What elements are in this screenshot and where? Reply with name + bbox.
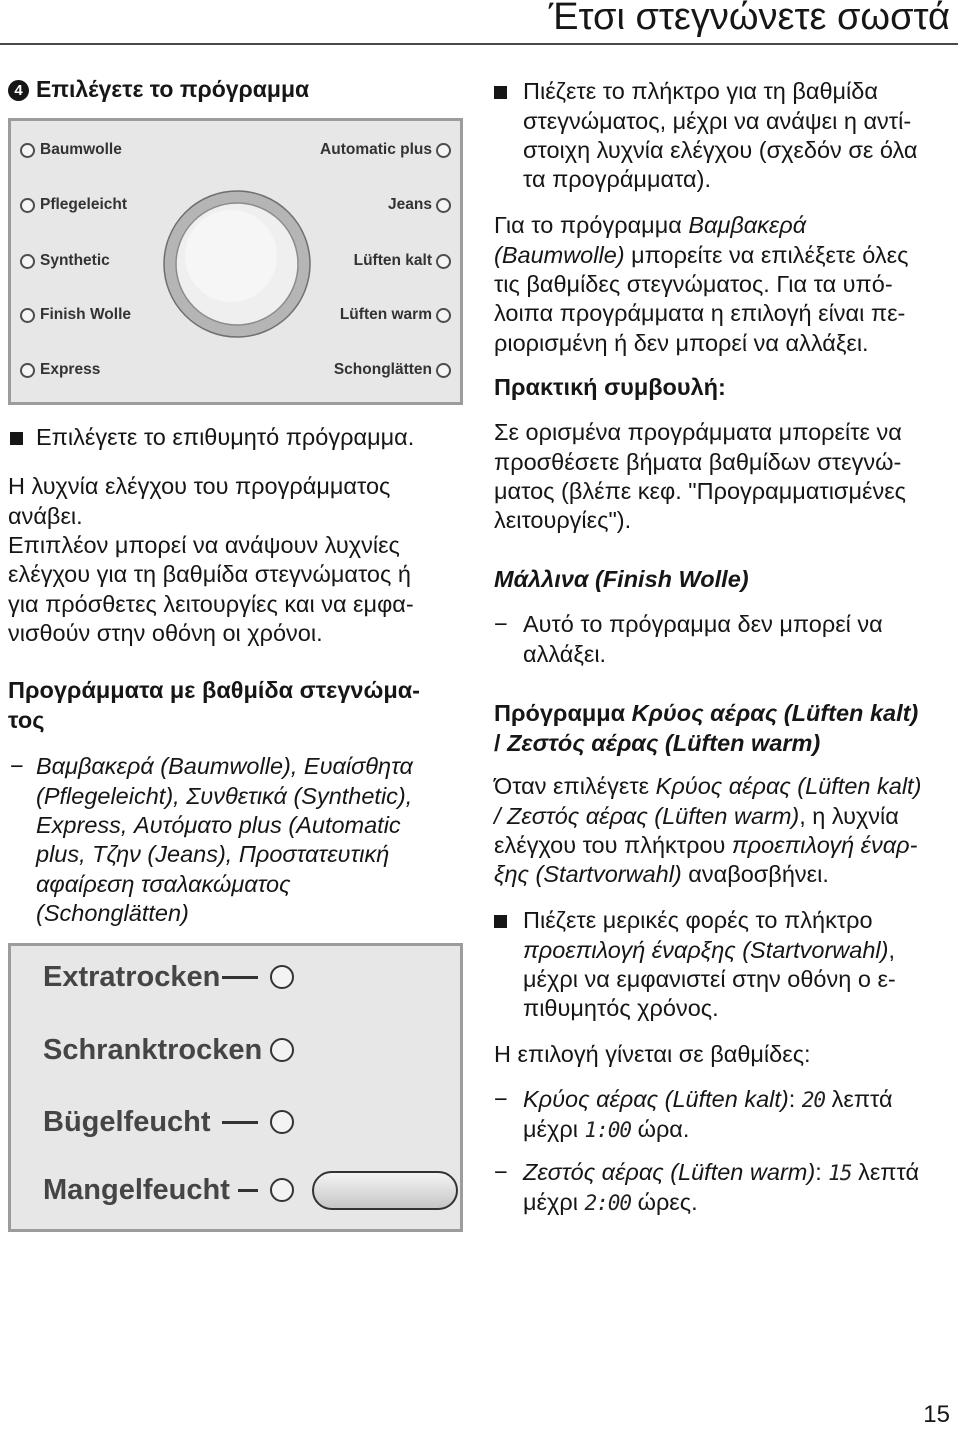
text-line (494, 772, 921, 801)
italic-segment: ξης (Startvorwahl) (494, 861, 682, 888)
text-line (494, 802, 921, 831)
text-line (523, 936, 896, 965)
dryness-level-mangelfeucht: Mangelfeucht (43, 1174, 230, 1206)
text-line: πιθυμητός χρόνος. (523, 995, 719, 1022)
text-line: Η λυχνία ελέγχου του προγράμματος (8, 473, 391, 500)
instruction-press-start-delay (523, 906, 896, 1024)
program-option-lueften-kalt (354, 251, 451, 271)
text-line: αφαίρεση τσαλακώματος (36, 870, 291, 897)
text-line: Express, Αυτόματο plus (Automatic (36, 812, 401, 839)
text-segment: ώρες. (631, 1188, 698, 1215)
list-dash: − (494, 1159, 508, 1186)
text-line: ματος (βλέπε κεφ. "Προγραμματισμένες (494, 478, 907, 505)
wool-note (523, 610, 883, 669)
bullet-square-icon (494, 86, 507, 99)
text-segment: μέχρι (523, 1188, 585, 1215)
wool-heading (494, 565, 749, 594)
indicator-lamp-icon (20, 308, 35, 323)
airing-heading (494, 699, 918, 758)
italic-segment: Ζεστός αέρας (Lüften warm) (507, 729, 821, 756)
text-line: Επιλέγετε το επιθυμητό πρόγραμμα. (36, 424, 415, 451)
program-option-synthetic (20, 251, 110, 271)
warm-air-steps (523, 1158, 919, 1217)
step-number-badge: 4 (8, 80, 29, 101)
list-dash: − (10, 753, 24, 780)
text-line: ελέγχου για τη βαθμίδα στεγνώματος ή (8, 561, 411, 588)
page-header-title: Έτσι στεγνώνετε σωστά (548, 0, 950, 38)
text-segment: : (815, 1159, 829, 1186)
text-line (523, 1158, 919, 1187)
text-segment: ώρα. (631, 1115, 690, 1142)
step-title: Επιλέγετε το πρόγραμμα (36, 76, 310, 102)
indicator-lamp-icon (436, 363, 451, 378)
tip-heading (494, 373, 726, 402)
text-segment: Για το πρόγραμμα (494, 212, 689, 239)
italic-segment: Βαμβακερά (688, 212, 807, 239)
text-line (494, 860, 921, 889)
text-segment: μπορείτε να επιλέξετε όλες (624, 241, 909, 268)
italic-segment: Ζεστός αέρας (Lüften warm) (523, 1159, 816, 1186)
program-option-lueften-warm (340, 305, 451, 325)
text-line (523, 1188, 919, 1217)
text-line: Προγράμματα με βαθμίδα στεγνώμα- (8, 677, 420, 704)
text-line: Βαμβακερά (Baumwolle), Ευαίσθητα (36, 753, 413, 780)
indicator-lamp-icon (20, 363, 35, 378)
indicator-lamp-icon (20, 198, 35, 213)
indicator-lamp-icon (270, 1038, 294, 1062)
text-line (494, 211, 908, 240)
text-line: plus, Τζην (Jeans), Προστατευτική (36, 841, 390, 868)
text-segment: αναβοσβήνει. (681, 861, 829, 888)
cold-air-steps (523, 1085, 893, 1144)
text-line: τις βαθμίδες στεγνώματος. Για τα υπό- (494, 271, 893, 298)
program-label: Baumwolle (40, 141, 122, 158)
text-segment: , (888, 936, 895, 963)
text-segment: λεπτά (825, 1086, 893, 1113)
section-heading-dryness-programs (8, 676, 420, 735)
text-segment: Πρόγραμμα (494, 700, 632, 727)
connector-line (238, 1189, 258, 1192)
text-segment: / (494, 729, 508, 756)
program-label: Finish Wolle (40, 306, 131, 323)
dryness-programs-list (36, 752, 413, 928)
text-line: για πρόσθετες λειτουργίες και να εμφα- (8, 590, 414, 617)
text-line: αλλάξει. (523, 640, 607, 667)
program-label: Pflegeleicht (40, 196, 127, 213)
text-line (494, 241, 908, 270)
text-line (523, 1085, 893, 1114)
italic-segment: / Ζεστός αέρας (Lüften warm) (494, 802, 800, 829)
text-line: τος (8, 706, 45, 733)
dryness-level-extratrocken: Extratrocken (43, 961, 221, 993)
italic-segment: Κρύος αέρας (Lüften kalt) (523, 1086, 789, 1113)
text-line (494, 699, 918, 728)
dryness-key-illustration (312, 1171, 458, 1210)
program-label: Jeans (388, 196, 432, 213)
program-option-baumwolle (20, 140, 122, 160)
connector-line (222, 1121, 258, 1124)
header-rule (0, 43, 958, 45)
airing-paragraph (494, 772, 921, 890)
dial-highlight (185, 210, 277, 302)
italic-segment: προεπιλογή έναρξης (Startvorwahl) (523, 936, 889, 963)
instruction-select-program (36, 423, 414, 452)
program-option-express (20, 360, 100, 380)
text-line: στεγνώματος, μέχρι να ανάψει η αντί- (523, 107, 912, 134)
program-label: Automatic plus (320, 141, 432, 158)
text-line: (Pflegeleicht), Συνθετικά (Synthetic), (36, 782, 413, 809)
text-line (523, 1115, 893, 1144)
indicator-lamp-icon (20, 143, 35, 158)
page-number: 15 (923, 1401, 950, 1428)
text-line: προσθέσετε βήματα βαθμίδων στεγνώ- (494, 448, 902, 475)
display-time-value: 15 (828, 1161, 852, 1186)
text-segment: ελέγχου του πλήκτρου (494, 832, 732, 859)
indicator-lamp-icon (436, 198, 451, 213)
text-line: ανάβει. (8, 502, 83, 529)
tip-paragraph (494, 418, 906, 536)
italic-segment: προεπιλογή έναρ- (731, 832, 918, 859)
text-line (494, 729, 918, 758)
program-label: Express (40, 361, 101, 378)
display-time-value: 1:00 (584, 1117, 632, 1142)
text-line: στοιχη λυχνία ελέγχου (σχεδόν σε όλα (523, 137, 918, 164)
bullet-square-icon (494, 915, 507, 928)
program-option-automatic-plus (320, 140, 451, 160)
program-option-jeans (388, 195, 451, 215)
dryness-level-illustration (8, 943, 463, 1232)
text-line: τα προγράμματα). (523, 166, 711, 193)
text-line: λειτουργίες"). (494, 507, 632, 534)
program-dial (161, 188, 313, 340)
text-line: Αυτό το πρόγραμμα δεν μπορεί να (523, 611, 883, 638)
text-line: Σε ορισμένα προγράμματα μπορείτε να (494, 419, 902, 446)
cotton-paragraph (494, 211, 908, 358)
program-option-schonglaetten (334, 360, 451, 380)
italic-segment: Κρύος αέρας (Lüften kalt) (655, 773, 922, 800)
indicator-lamp-icon (436, 143, 451, 158)
text-line: λοιπα προγράμματα η επιλογή είναι πε- (494, 300, 906, 327)
connector-line (222, 976, 258, 979)
text-line (494, 831, 921, 860)
indicator-lamp-icon (436, 254, 451, 269)
program-option-pflegeleicht (20, 195, 127, 215)
italic-segment: Κρύος αέρας (Lüften kalt) (631, 700, 919, 727)
indicator-lamp-icon (20, 254, 35, 269)
text-line: νισθούν στην οθόνη οι χρόνοι. (8, 620, 323, 647)
indicator-lamp-icon (270, 1178, 294, 1202)
text-line: Πιέζετε το πλήκτρο για τη βαθμίδα (523, 78, 878, 105)
indicator-lamp-icon (436, 308, 451, 323)
text-line: Η επιλογή γίνεται σε βαθμίδες: (494, 1041, 811, 1068)
lamp-paragraph (8, 472, 414, 648)
program-label: Schonglätten (333, 361, 432, 378)
program-label: Lüften warm (339, 306, 432, 323)
program-label: Synthetic (40, 252, 110, 269)
text-segment: μέχρι (523, 1115, 585, 1142)
text-segment: , η λυχνία (799, 802, 899, 829)
text-line: Επιπλέον μπορεί να ανάψουν λυχνίες (8, 532, 400, 559)
instruction-press-dryness-key (523, 77, 917, 195)
display-time-value: 20 (801, 1088, 826, 1113)
list-dash: − (494, 611, 508, 638)
text-segment: : (788, 1086, 802, 1113)
program-option-finish-wolle (20, 305, 131, 325)
program-selector-illustration (8, 118, 463, 405)
indicator-lamp-icon (270, 1110, 294, 1134)
dryness-level-buegelfeucht: Bügelfeucht (43, 1106, 211, 1138)
text-segment: λεπτά (851, 1159, 920, 1186)
text-line: Μάλλινα (Finish Wolle) (494, 566, 749, 593)
text-segment: Όταν επιλέγετε (494, 773, 656, 800)
text-line: μέχρι να εμφανιστεί στην οθόνη ο ε- (523, 966, 896, 993)
text-line: ριορισμένη ή δεν μπορεί να αλλάξει. (494, 329, 869, 356)
text-line: (Schonglätten) (36, 900, 189, 927)
text-line: Πιέζετε μερικές φορές το πλήκτρο (523, 907, 873, 934)
program-label: Lüften kalt (353, 252, 432, 269)
text-line: Πρακτική συμβουλή: (494, 374, 726, 401)
list-dash: − (494, 1086, 508, 1113)
italic-segment: (Baumwolle) (494, 241, 625, 268)
dryness-level-schranktrocken: Schranktrocken (43, 1034, 263, 1066)
display-time-value: 2:00 (584, 1190, 632, 1215)
indicator-lamp-icon (270, 965, 294, 989)
steps-intro (494, 1040, 811, 1069)
bullet-square-icon (10, 432, 23, 445)
